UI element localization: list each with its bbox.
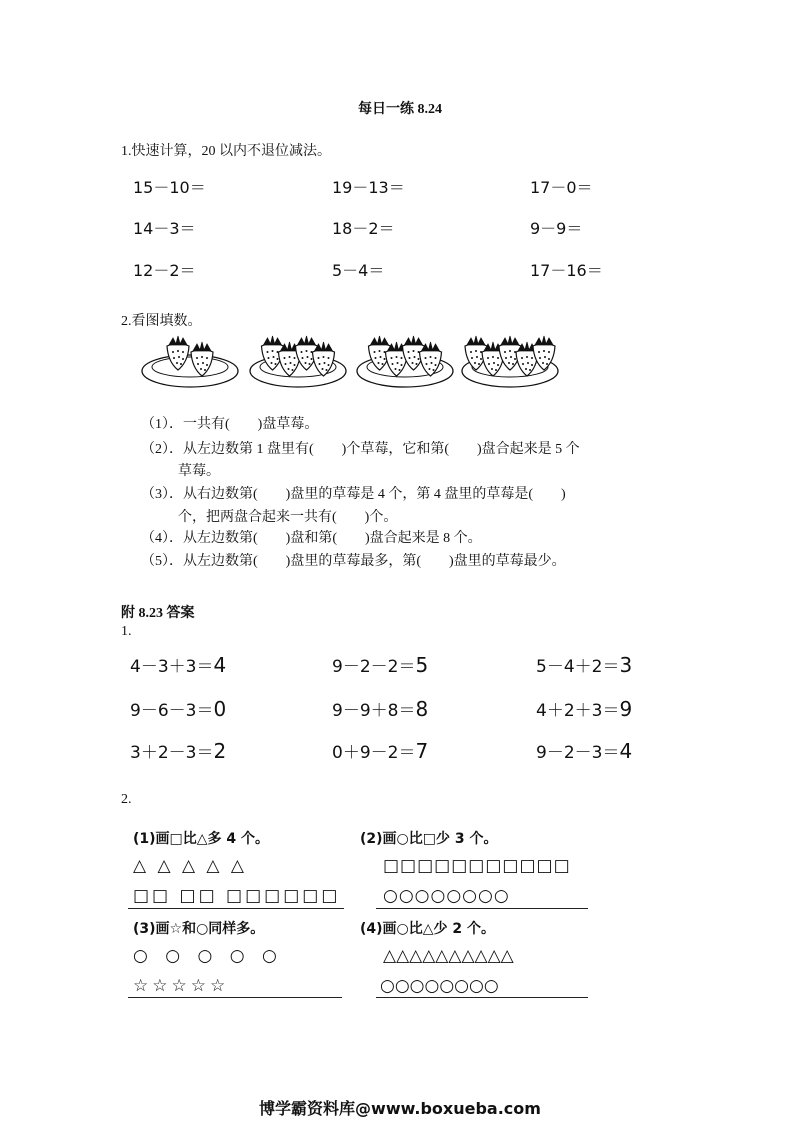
q2-instruction: 2.看图填数。 bbox=[121, 314, 202, 329]
answer-result: 4 bbox=[213, 653, 227, 677]
calc-item: 18－2＝ bbox=[332, 219, 395, 238]
answer-result: 3 bbox=[619, 653, 633, 677]
triangles-row: △△△△△△△△△△ bbox=[383, 946, 514, 966]
circles-row: ○○○○○○○○ bbox=[380, 976, 499, 996]
answers-label-1: 1. bbox=[121, 624, 132, 639]
answer-item bbox=[536, 652, 632, 677]
strawberry-plate bbox=[142, 336, 238, 387]
fill-item-continued: 个，把两盘合起来一共有( )个。 bbox=[178, 510, 398, 525]
squares-row: □□□□□□□□□□□ bbox=[383, 856, 571, 876]
squares-row: □□ □□ □□□□□□ bbox=[133, 886, 341, 906]
answer-equation: 9－6－3＝ bbox=[130, 701, 214, 721]
answer-item bbox=[332, 652, 428, 677]
answer-section-heading: (4)画○比△少 2 个。 bbox=[360, 921, 496, 937]
answer-item bbox=[130, 652, 226, 677]
answer-line bbox=[376, 997, 588, 998]
answer-item bbox=[332, 738, 428, 763]
answer-result: 4 bbox=[619, 739, 633, 763]
fill-item: （2）．从左边数第 1 盘里有( )个草莓，它和第( )盘合起来是 5 个 bbox=[141, 442, 580, 457]
calc-item: 19－13＝ bbox=[332, 178, 405, 197]
answer-item bbox=[536, 696, 632, 721]
answers-heading: 附 8.23 答案 bbox=[121, 606, 195, 621]
calc-item: 17－0＝ bbox=[530, 178, 593, 197]
answer-item bbox=[130, 696, 226, 721]
calc-item: 12－2＝ bbox=[133, 261, 196, 280]
answers-label-2: 2. bbox=[121, 792, 132, 807]
answer-item bbox=[332, 696, 428, 721]
q1-instruction: 1.快速计算，20 以内不退位减法。 bbox=[121, 144, 331, 159]
strawberry-plates-figure bbox=[140, 326, 570, 396]
stars-row: ☆☆☆☆☆ bbox=[133, 976, 230, 996]
calc-item: 17－16＝ bbox=[530, 261, 603, 280]
footer-watermark: 博学霸资料库@www.boxueba.com bbox=[259, 1099, 541, 1118]
answer-result: 2 bbox=[213, 739, 227, 763]
answer-line bbox=[376, 908, 588, 909]
plate-rim bbox=[142, 355, 238, 387]
answer-result: 0 bbox=[213, 697, 227, 721]
fill-item: （5）．从左边数第( )盘里的草莓最多，第( )盘里的草莓最少。 bbox=[141, 554, 566, 569]
answer-equation: 4＋2＋3＝ bbox=[536, 701, 620, 721]
calc-item: 9－9＝ bbox=[530, 219, 583, 238]
circles-row: ○○○○○○○○ bbox=[383, 886, 510, 906]
answer-equation: 9－9＋8＝ bbox=[332, 701, 416, 721]
fill-item: （1）．一共有( )盘草莓。 bbox=[141, 417, 319, 432]
answer-result: 8 bbox=[415, 697, 429, 721]
answer-result: 7 bbox=[415, 739, 429, 763]
page-title: 每日一练 8.24 bbox=[358, 102, 442, 117]
answer-item bbox=[536, 738, 632, 763]
answer-equation: 9－2－3＝ bbox=[536, 743, 620, 763]
answer-result: 5 bbox=[415, 653, 429, 677]
circles-row: ○ ○ ○ ○ ○ bbox=[133, 946, 283, 966]
calc-item: 14－3＝ bbox=[133, 219, 196, 238]
answer-item bbox=[130, 738, 226, 763]
answer-equation: 3＋2－3＝ bbox=[130, 743, 214, 763]
answer-result: 9 bbox=[619, 697, 633, 721]
fill-item-continued: 草莓。 bbox=[178, 464, 220, 479]
strawberry-plate bbox=[250, 336, 346, 387]
answer-equation: 4－3＋3＝ bbox=[130, 657, 214, 677]
answer-section-heading: (3)画☆和○同样多。 bbox=[133, 921, 265, 937]
answer-line bbox=[128, 997, 342, 998]
strawberry-plate bbox=[462, 336, 558, 387]
fill-item: （3）．从右边数第( )盘里的草莓是 4 个，第 4 盘里的草莓是( ) bbox=[141, 487, 566, 502]
answer-section-heading: (2)画○比□少 3 个。 bbox=[360, 831, 498, 847]
strawberry-plate bbox=[357, 336, 453, 387]
answer-section-heading: (1)画□比△多 4 个。 bbox=[133, 831, 270, 847]
calc-item: 5－4＝ bbox=[332, 261, 385, 280]
calc-item: 15－10＝ bbox=[133, 178, 206, 197]
triangles-row: △ △ △ △ △ bbox=[133, 856, 247, 876]
answer-equation: 0＋9－2＝ bbox=[332, 743, 416, 763]
answer-equation: 9－2－2＝ bbox=[332, 657, 416, 677]
fill-item: （4）．从左边数第( )盘和第( )盘合起来是 8 个。 bbox=[141, 531, 482, 546]
answer-equation: 5－4＋2＝ bbox=[536, 657, 620, 677]
answer-line bbox=[128, 908, 344, 909]
